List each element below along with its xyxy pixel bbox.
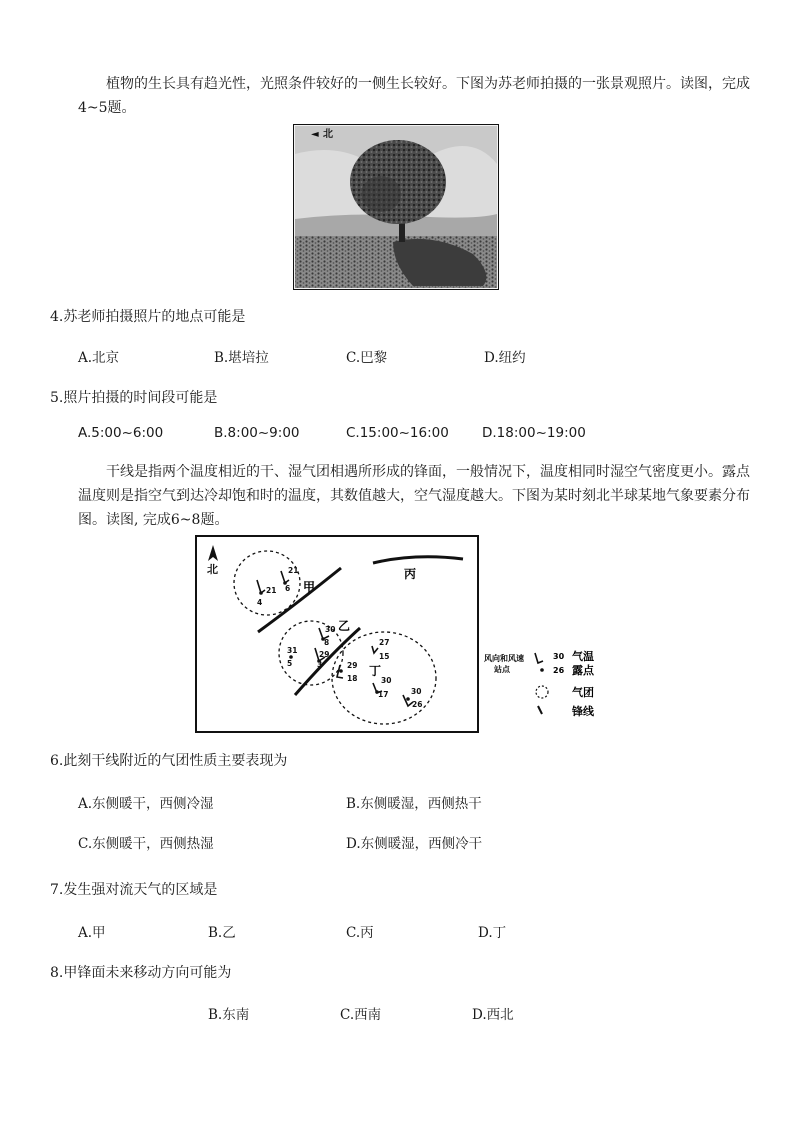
svg-text:31: 31: [287, 646, 298, 655]
weather-map: [195, 535, 479, 733]
q6-option-d[interactable]: D.东侧暖湿，西侧冷干: [346, 836, 483, 852]
photo-north-label: 北: [323, 129, 333, 140]
q5-option-a[interactable]: A.5:00~6:00: [78, 425, 164, 441]
svg-text:21: 21: [288, 566, 299, 575]
legend-sample-dew: 26: [553, 666, 565, 675]
q7-option-a[interactable]: A.甲: [78, 925, 106, 941]
q7-option-b[interactable]: B.乙: [208, 925, 236, 941]
svg-text:30: 30: [381, 676, 392, 685]
legend-wind-barb-icon: [535, 653, 543, 663]
legend-front-label: 锋线: [572, 705, 594, 718]
landscape-photo: [293, 124, 499, 290]
svg-text:27: 27: [379, 638, 390, 647]
label-ding: 丁: [369, 664, 382, 678]
q6-option-c[interactable]: C.东侧暖干，西侧热湿: [78, 836, 214, 852]
svg-text:15: 15: [379, 652, 390, 661]
question-7-stem: 7.发生强对流天气的区域是: [50, 882, 218, 898]
svg-text:30: 30: [411, 687, 422, 696]
legend-airmass-label: 气团: [572, 686, 594, 699]
svg-text:29: 29: [319, 650, 330, 659]
question-8-stem: 8.甲锋面未来移动方向可能为: [50, 965, 232, 981]
question-5-stem: 5.照片拍摄的时间段可能是: [50, 390, 218, 406]
svg-text:3: 3: [317, 660, 323, 669]
question-4-stem: 4.苏老师拍摄照片的地点可能是: [50, 309, 246, 325]
q4-option-c[interactable]: C.巴黎: [346, 350, 388, 366]
label-bing: 丙: [404, 567, 417, 581]
svg-text:17: 17: [378, 690, 389, 699]
q5-option-b[interactable]: B.8:00~9:00: [214, 425, 300, 441]
photo-north-arrow: ◄: [311, 129, 319, 140]
q6-option-a[interactable]: A.东侧暖干，西侧冷湿: [78, 796, 214, 812]
svg-text:18: 18: [347, 674, 358, 683]
legend-station-dot-icon: [540, 668, 544, 672]
q5-option-c[interactable]: C.15:00~16:00: [346, 425, 449, 441]
svg-text:8: 8: [324, 638, 330, 647]
tree-crown: [350, 140, 446, 224]
label-jia: 甲: [303, 580, 316, 594]
svg-text:30: 30: [325, 625, 336, 634]
legend-sample-temp: 30: [553, 652, 565, 661]
q7-option-c[interactable]: C.丙: [346, 925, 374, 941]
map-north-label: 北: [207, 563, 218, 576]
intro-paragraph-1: 植物的生长具有趋光性，光照条件较好的一侧生长较好。下图为苏老师拍摄的一张景观照片。读图，完成4~5题。: [78, 76, 750, 116]
intro-paragraph-2: 干线是指两个温度相近的干、湿气团相遇所形成的锋面，一般情况下，温度相同时湿空气密度更小。露点温度则是指空气到达冷却饱和时的温度，其数值越大，空气湿度越大。下图为某时刻北半球某地气象要素分布图。读图, 完成6~8题。: [78, 464, 750, 528]
map-legend: [480, 644, 610, 720]
legend-temp-label: 气温: [572, 650, 594, 663]
question-6-stem: 6.此刻干线附近的气团性质主要表现为: [50, 753, 288, 769]
q8-option-b[interactable]: B.东南: [208, 1007, 250, 1023]
label-yi: 乙: [338, 619, 351, 633]
q7-option-d[interactable]: D.丁: [478, 925, 507, 941]
svg-text:29: 29: [347, 661, 358, 670]
legend-airmass-icon: [536, 686, 548, 698]
svg-text:26: 26: [412, 700, 423, 709]
q4-option-b[interactable]: B.堪培拉: [214, 350, 269, 366]
legend-station-label-1: 风向和风速: [484, 654, 524, 663]
q4-option-d[interactable]: D.纽约: [484, 350, 526, 366]
legend-dew-label: 露点: [572, 664, 594, 677]
svg-text:6: 6: [285, 584, 291, 593]
svg-text:4: 4: [257, 598, 263, 607]
q4-option-a[interactable]: A.北京: [78, 350, 120, 366]
legend-station-label-2: 站点: [494, 665, 510, 674]
q8-option-c[interactable]: C.西南: [340, 1007, 382, 1023]
q8-option-d[interactable]: D.西北: [472, 1007, 514, 1023]
svg-text:5: 5: [287, 659, 293, 668]
q5-option-d[interactable]: D.18:00~19:00: [482, 425, 586, 441]
legend-front-icon: [538, 706, 542, 714]
q6-option-b[interactable]: B.东侧暖湿，西侧热干: [346, 796, 482, 812]
svg-text:21: 21: [266, 586, 277, 595]
